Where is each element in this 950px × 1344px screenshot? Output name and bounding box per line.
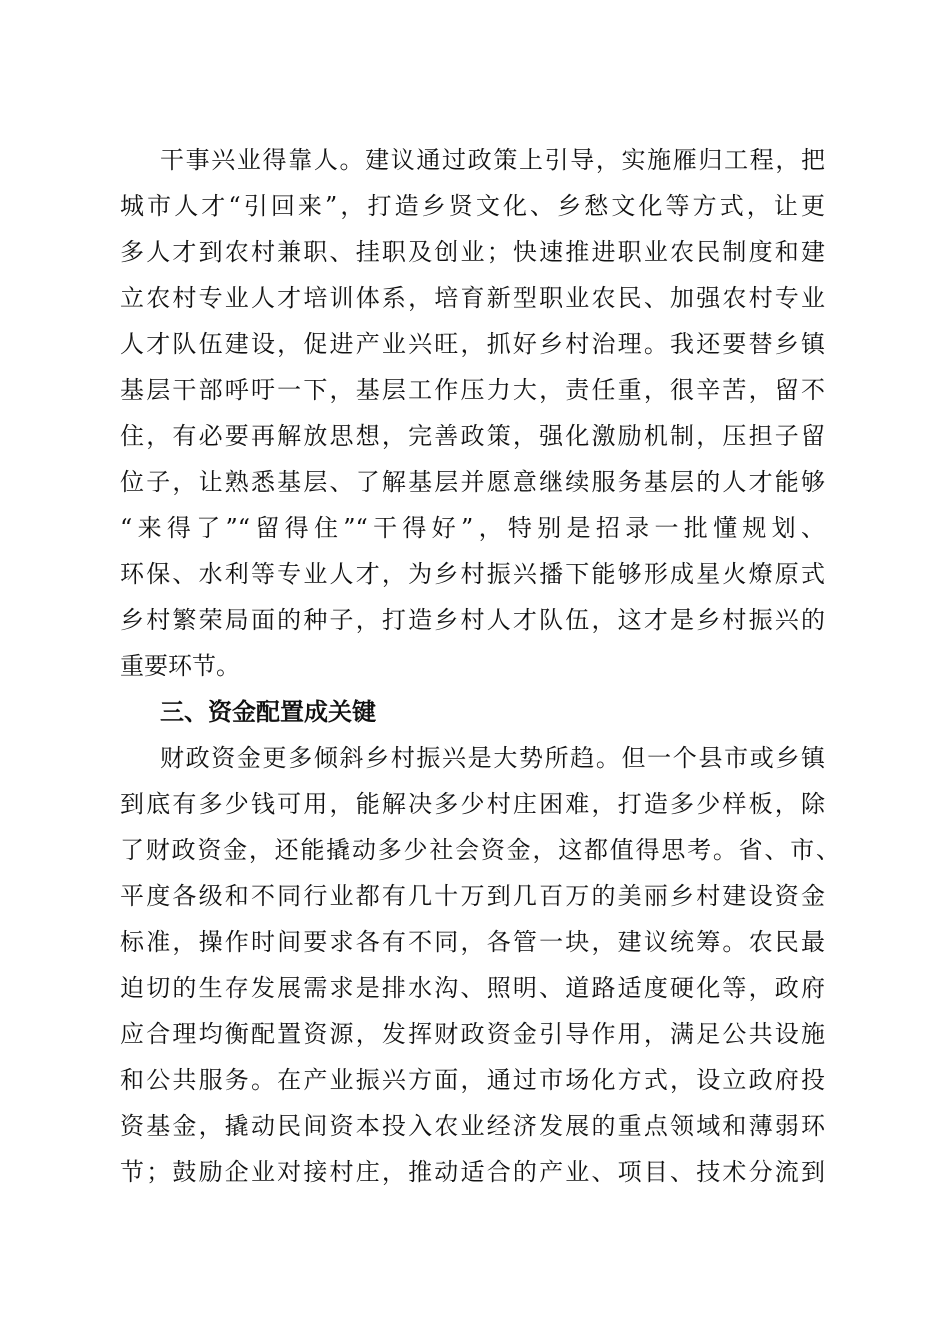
text-line: 资基金，撬动民间资本投入农业经济发展的重点领域和薄弱环 [120, 1112, 825, 1140]
text-line: 人才队伍建设，促进产业兴旺，抓好乡村治理。我还要替乡镇 [120, 330, 825, 358]
text-line: 多人才到农村兼职、挂职及创业；快速推进职业农民制度和建 [120, 238, 825, 266]
text-line: 了财政资金，还能撬动多少社会资金，这都值得思考。省、市、 [120, 836, 840, 864]
text-line: 标准，操作时间要求各有不同，各管一块，建议统筹。农民最 [120, 928, 825, 956]
text-line: 住，有必要再解放思想，完善政策，强化激励机制，压担子留 [120, 422, 825, 450]
text-line: 节；鼓励企业对接村庄，推动适合的产业、项目、技术分流到 [120, 1158, 825, 1186]
text-line: 城市人才“引回来”，打造乡贤文化、乡愁文化等方式，让更 [120, 192, 825, 220]
text-line: “来得了”“留得住”“干得好”，特别是招录一批懂规划、 [120, 514, 825, 542]
text-line: 到底有多少钱可用，能解决多少村庄困难，打造多少样板，除 [120, 790, 825, 818]
text-line: 重要环节。 [120, 652, 240, 680]
text-line: 干事兴业得靠人。建议通过政策上引导，实施雁归工程，把 [160, 146, 825, 174]
text-line: 平度各级和不同行业都有几十万到几百万的美丽乡村建设资金 [120, 882, 825, 910]
text-line: 财政资金更多倾斜乡村振兴是大势所趋。但一个县市或乡镇 [160, 744, 825, 772]
text-line: 和公共服务。在产业振兴方面，通过市场化方式，设立政府投 [120, 1066, 825, 1094]
text-line: 迫切的生存发展需求是排水沟、照明、道路适度硬化等，政府 [120, 974, 825, 1002]
text-line: 应合理均衡配置资源，发挥财政资金引导作用，满足公共设施 [120, 1020, 825, 1048]
text-line: 立农村专业人才培训体系，培育新型职业农民、加强农村专业 [120, 284, 825, 312]
section-heading: 三、资金配置成关键 [160, 698, 376, 726]
text-line: 环保、水利等专业人才，为乡村振兴播下能够形成星火燎原式 [120, 560, 825, 588]
text-line: 乡村繁荣局面的种子，打造乡村人才队伍，这才是乡村振兴的 [120, 606, 825, 634]
text-line: 位子，让熟悉基层、了解基层并愿意继续服务基层的人才能够 [120, 468, 825, 496]
text-line: 基层干部呼吁一下，基层工作压力大，责任重，很辛苦，留不 [120, 376, 825, 404]
